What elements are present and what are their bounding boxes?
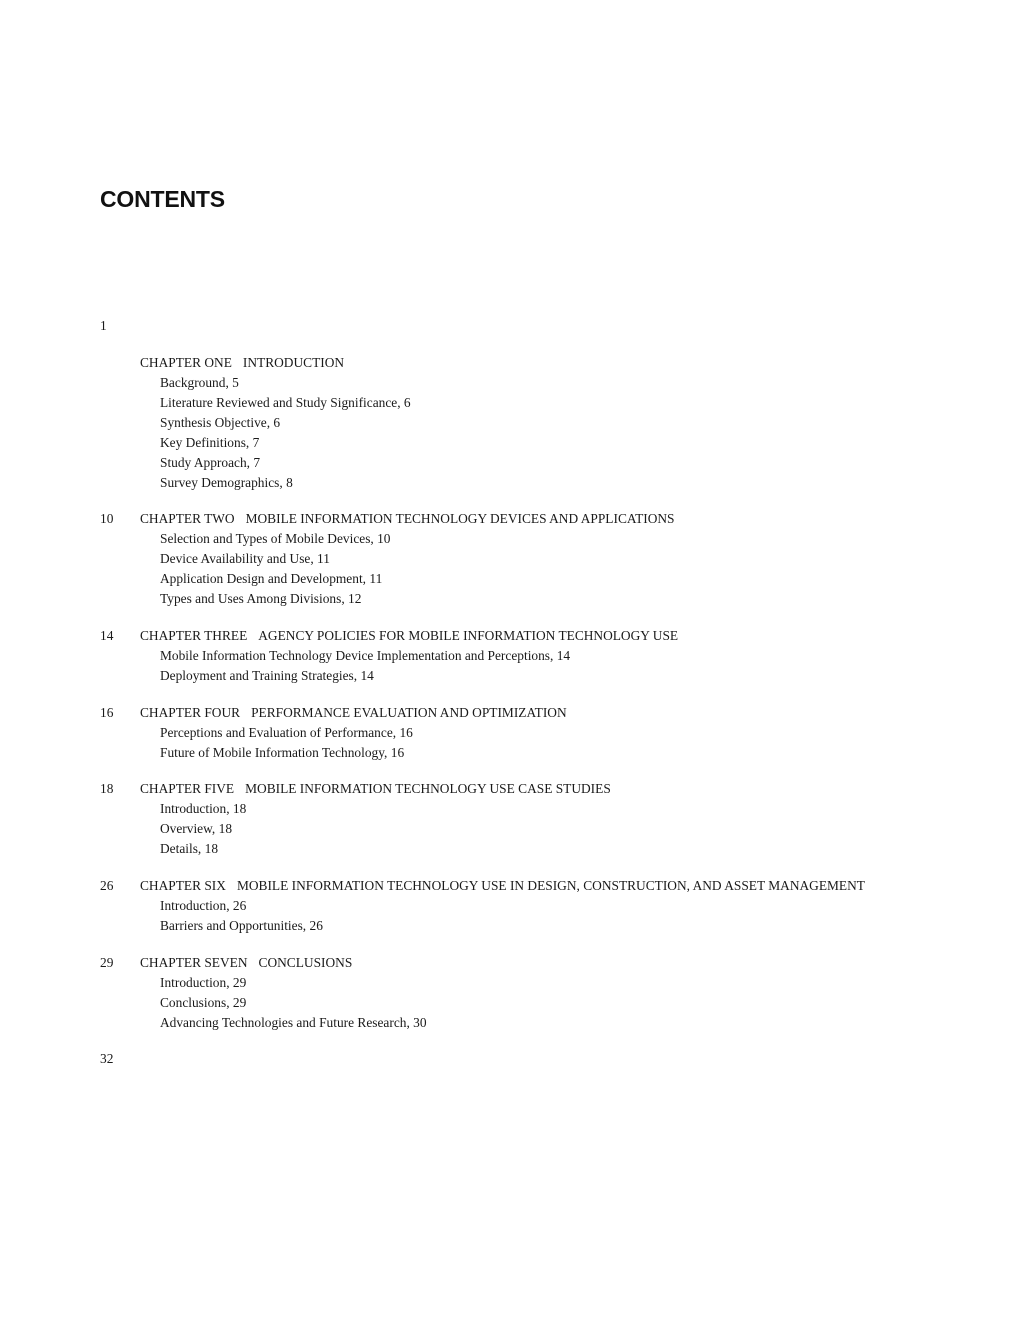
chapter-label: CHAPTER TWO: [140, 511, 235, 526]
chapter-title: PERFORMANCE EVALUATION AND OPTIMIZATION: [251, 705, 567, 720]
chapter-page-number: 14: [100, 628, 114, 643]
section-entry[interactable]: Types and Uses Among Divisions, 12: [160, 591, 362, 606]
chapter-title: AGENCY POLICIES FOR MOBILE INFORMATION TECHNOLOGY USE: [258, 628, 679, 643]
chapter-label: CHAPTER FIVE: [140, 781, 235, 796]
section-entry[interactable]: Deployment and Training Strategies, 14: [160, 668, 374, 683]
section-entry[interactable]: Application Design and Development, 11: [160, 571, 383, 586]
chapter-label: CHAPTER THREE: [140, 628, 248, 643]
chapter-heading[interactable]: [140, 953, 352, 973]
chapter-title: MOBILE INFORMATION TECHNOLOGY DEVICES AND APPLICATIONS: [245, 511, 675, 526]
chapter-label: CHAPTER SEVEN: [140, 955, 248, 970]
chapter-page-number: 29: [100, 955, 114, 970]
chapter-heading[interactable]: [140, 876, 865, 896]
section-entry[interactable]: Synthesis Objective, 6: [160, 415, 281, 430]
chapter-heading[interactable]: [140, 703, 567, 723]
section-entry[interactable]: Perceptions and Evaluation of Performance, 16: [160, 725, 413, 740]
page-title: CONTENTS: [100, 186, 225, 212]
section-entry[interactable]: Mobile Information Technology Device Implementation and Perceptions, 14: [160, 648, 571, 663]
chapter-heading[interactable]: [140, 353, 344, 373]
section-entry[interactable]: Background, 5: [160, 375, 239, 390]
chapter-title: MOBILE INFORMATION TECHNOLOGY USE CASE STUDIES: [245, 781, 611, 796]
chapter-title: CONCLUSIONS: [258, 955, 353, 970]
chapter-heading[interactable]: [140, 509, 675, 529]
section-entry[interactable]: Advancing Technologies and Future Research, 30: [160, 1015, 427, 1030]
chapter-heading[interactable]: [140, 779, 611, 799]
chapter-page-number: 16: [100, 705, 114, 720]
chapter-heading[interactable]: [140, 626, 678, 646]
section-entry[interactable]: Introduction, 26: [160, 898, 247, 913]
section-entry[interactable]: Study Approach, 7: [160, 455, 261, 470]
section-entry[interactable]: Key Definitions, 7: [160, 435, 260, 450]
chapter-label: CHAPTER FOUR: [140, 705, 241, 720]
chapter-page-number: 26: [100, 878, 114, 893]
section-entry[interactable]: Future of Mobile Information Technology, 16: [160, 745, 405, 760]
section-entry[interactable]: Survey Demographics, 8: [160, 475, 293, 490]
chapter-title: INTRODUCTION: [242, 355, 345, 370]
section-entry[interactable]: Details, 18: [160, 841, 219, 856]
section-entry[interactable]: Introduction, 29: [160, 975, 247, 990]
section-entry[interactable]: Conclusions, 29: [160, 995, 247, 1010]
section-entry[interactable]: Device Availability and Use, 11: [160, 551, 330, 566]
chapter-label: CHAPTER ONE: [140, 355, 232, 370]
chapter-title: MOBILE INFORMATION TECHNOLOGY USE IN DESIGN, CONSTRUCTION, AND ASSET MANAGEMENT: [236, 878, 865, 893]
front-matter-page-number: 1: [100, 318, 107, 333]
section-entry[interactable]: Selection and Types of Mobile Devices, 10: [160, 531, 391, 546]
section-entry[interactable]: Overview, 18: [160, 821, 233, 836]
chapter-label: CHAPTER SIX: [140, 878, 226, 893]
section-entry[interactable]: Introduction, 18: [160, 801, 247, 816]
section-entry[interactable]: Literature Reviewed and Study Significance, 6: [160, 395, 411, 410]
back-matter-page-number: 32: [100, 1051, 114, 1066]
chapter-page-number: 18: [100, 781, 114, 796]
section-entry[interactable]: Barriers and Opportunities, 26: [160, 918, 323, 933]
chapter-page-number: 10: [100, 511, 114, 526]
